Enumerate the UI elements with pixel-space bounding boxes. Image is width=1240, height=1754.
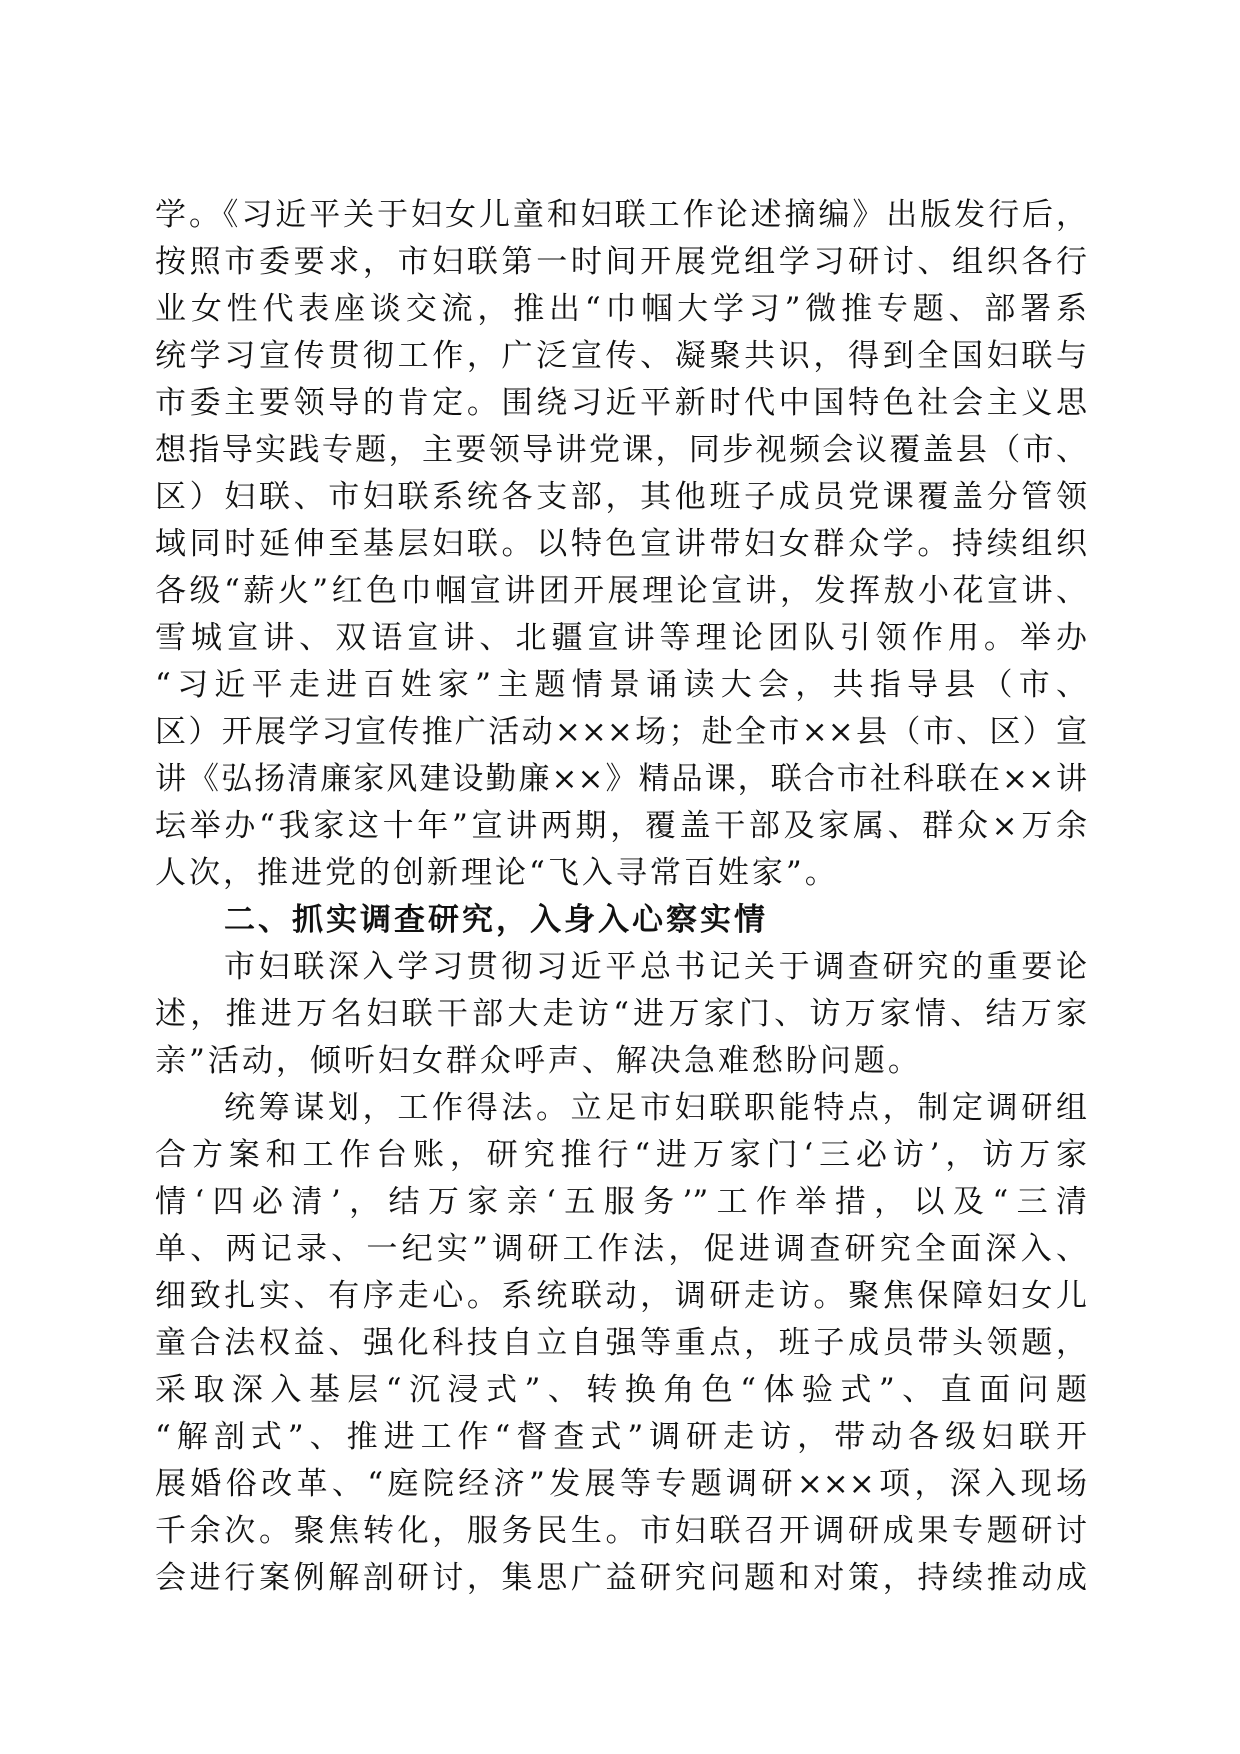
body-line: 按照市委要求，市妇联第一时间开展党组学习研讨、组织各行	[155, 244, 1087, 280]
body-line: 雪城宣讲、双语宣讲、北疆宣讲等理论团队引领作用。举办	[155, 620, 1087, 656]
paragraph	[155, 1085, 1087, 1602]
body-line-first: 市妇联深入学习贯彻习近平总书记关于调查研究的重要论	[224, 949, 1087, 985]
body-line: 坛举办“我家这十年”宣讲两期，覆盖干部及家属、群众×万余	[155, 808, 1087, 844]
body-line-last: 亲”活动，倾听妇女群众呼声、解决急难愁盼问题。	[155, 1043, 922, 1079]
body-line: “解剖式”、推进工作“督查式”调研走访，带动各级妇联开	[155, 1419, 1087, 1455]
body-line: 学。《习近平关于妇女儿童和妇联工作论述摘编》出版发行后，	[155, 197, 1087, 233]
body-line: 想指导实践专题，主要领导讲党课，同步视频会议覆盖县（市、	[155, 432, 1087, 468]
body-line: 千余次。聚焦转化，服务民生。市妇联召开调研成果专题研讨	[155, 1513, 1087, 1549]
body-line: 情‘四必清’，结万家亲‘五服务’”工作举措，以及“三清	[155, 1184, 1087, 1220]
body-line: 市委主要领导的肯定。围绕习近平新时代中国特色社会主义思	[155, 385, 1087, 421]
paragraph	[155, 944, 1087, 1085]
body-line: 合方案和工作台账，研究推行“进万家门‘三必访’，访万家	[155, 1137, 1087, 1173]
body-line-last: 人次，推进党的创新理论“飞入寻常百姓家”。	[155, 855, 839, 891]
section-heading-text: 二、抓实调查研究，入身入心察实情	[224, 902, 768, 938]
body-line: 述，推进万名妇联干部大走访“进万家门、访万家情、结万家	[155, 996, 1087, 1032]
body-line: 单、两记录、一纪实”调研工作法，促进调查研究全面深入、	[155, 1231, 1087, 1267]
body-line: 讲《弘扬清廉家风建设勤廉××》精品课，联合市社科联在××讲	[155, 761, 1087, 797]
body-line: 细致扎实、有序走心。系统联动，调研走访。聚焦保障妇女儿	[155, 1278, 1087, 1314]
body-line-first: 统筹谋划，工作得法。立足市妇联职能特点，制定调研组	[224, 1090, 1087, 1126]
section-heading	[155, 897, 1087, 944]
paragraph-continued	[155, 192, 1087, 897]
body-line: 统学习宣传贯彻工作，广泛宣传、凝聚共识，得到全国妇联与	[155, 338, 1087, 374]
body-line: 会进行案例解剖研讨，集思广益研究问题和对策，持续推动成	[155, 1560, 1087, 1596]
body-line: 采取深入基层“沉浸式”、转换角色“体验式”、直面问题	[155, 1372, 1087, 1408]
document-body	[155, 192, 1087, 1602]
body-line: 区）开展学习宣传推广活动×××场；赴全市××县（市、区）宣	[155, 714, 1087, 750]
body-line: 域同时延伸至基层妇联。以特色宣讲带妇女群众学。持续组织	[155, 526, 1087, 562]
body-line: 业女性代表座谈交流，推出“巾帼大学习”微推专题、部署系	[155, 291, 1087, 327]
body-line: “习近平走进百姓家”主题情景诵读大会，共指导县（市、	[155, 667, 1087, 703]
body-line: 童合法权益、强化科技自立自强等重点，班子成员带头领题，	[155, 1325, 1087, 1361]
body-line: 各级“薪火”红色巾帼宣讲团开展理论宣讲，发挥敖小花宣讲、	[155, 573, 1087, 609]
body-line: 区）妇联、市妇联系统各支部，其他班子成员党课覆盖分管领	[155, 479, 1087, 515]
body-line: 展婚俗改革、“庭院经济”发展等专题调研×××项，深入现场	[155, 1466, 1087, 1502]
